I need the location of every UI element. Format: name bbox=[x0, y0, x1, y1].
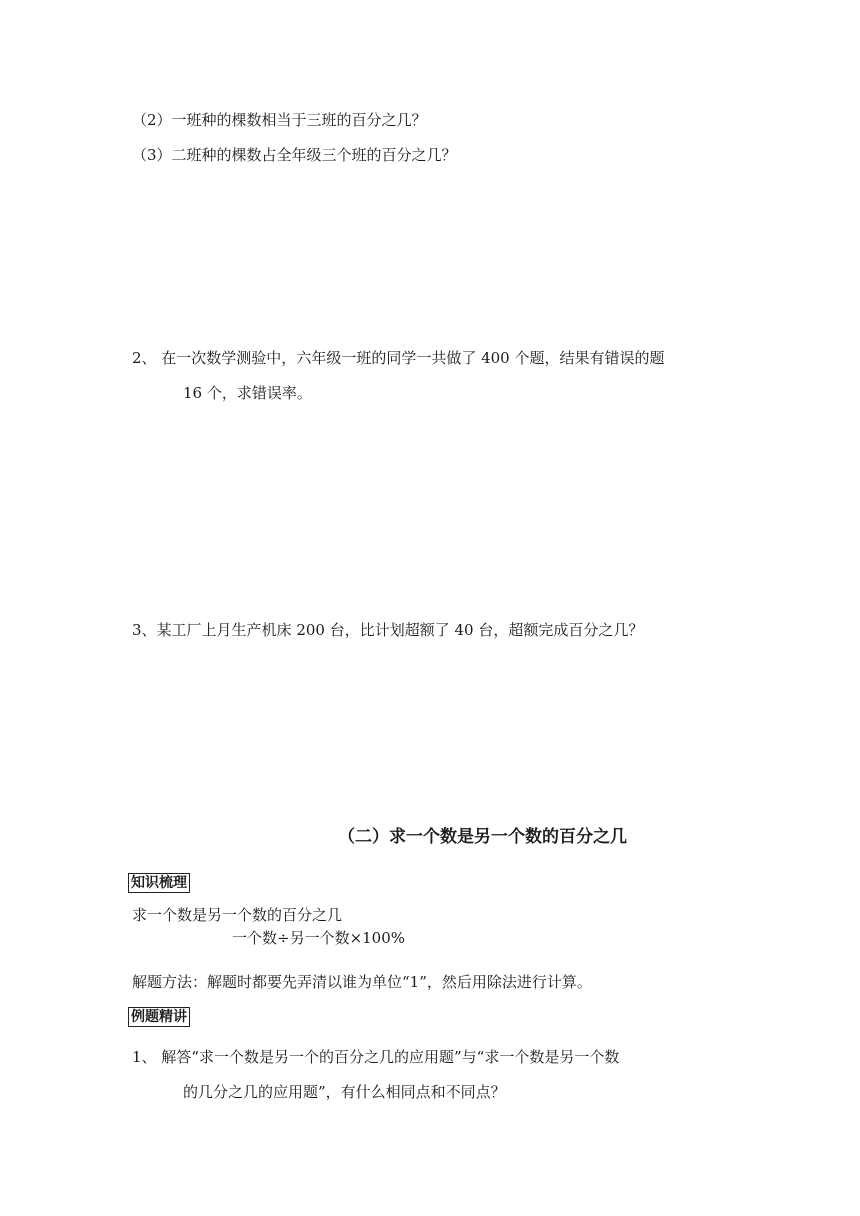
problem-2-line-1: 2、 在一次数学测验中，六年级一班的同学一共做了 400 个题，结果有错误的题 bbox=[132, 349, 665, 367]
section-title: （二）求一个数是另一个数的百分之几 bbox=[338, 827, 627, 847]
question-3: （3）二班种的棵数占全年级三个班的百分之几？ bbox=[132, 146, 457, 164]
problem-2-line-2: 16 个，求错误率。 bbox=[183, 384, 312, 402]
examples-label: 例题精讲 bbox=[128, 1007, 190, 1027]
example-1-line-1: 1、 解答“求一个数是另一个的百分之几的应用题”与“求一个数是另一个数 bbox=[132, 1048, 620, 1066]
solution-method: 解题方法：解题时都要先弄清以谁为单位“1”，然后用除法进行计算。 bbox=[132, 973, 592, 991]
example-1-line-2: 的几分之几的应用题”，有什么相同点和不同点？ bbox=[183, 1083, 506, 1101]
knowledge-line-1: 求一个数是另一个数的百分之几 bbox=[132, 906, 343, 924]
problem-3: 3、某工厂上月生产机床 200 台，比计划超额了 40 台，超额完成百分之几？ bbox=[132, 621, 644, 639]
knowledge-label: 知识梳理 bbox=[128, 873, 190, 893]
knowledge-formula: 一个数÷另一个数×100% bbox=[232, 929, 406, 947]
question-2: （2）一班种的棵数相当于三班的百分之几？ bbox=[132, 111, 427, 129]
